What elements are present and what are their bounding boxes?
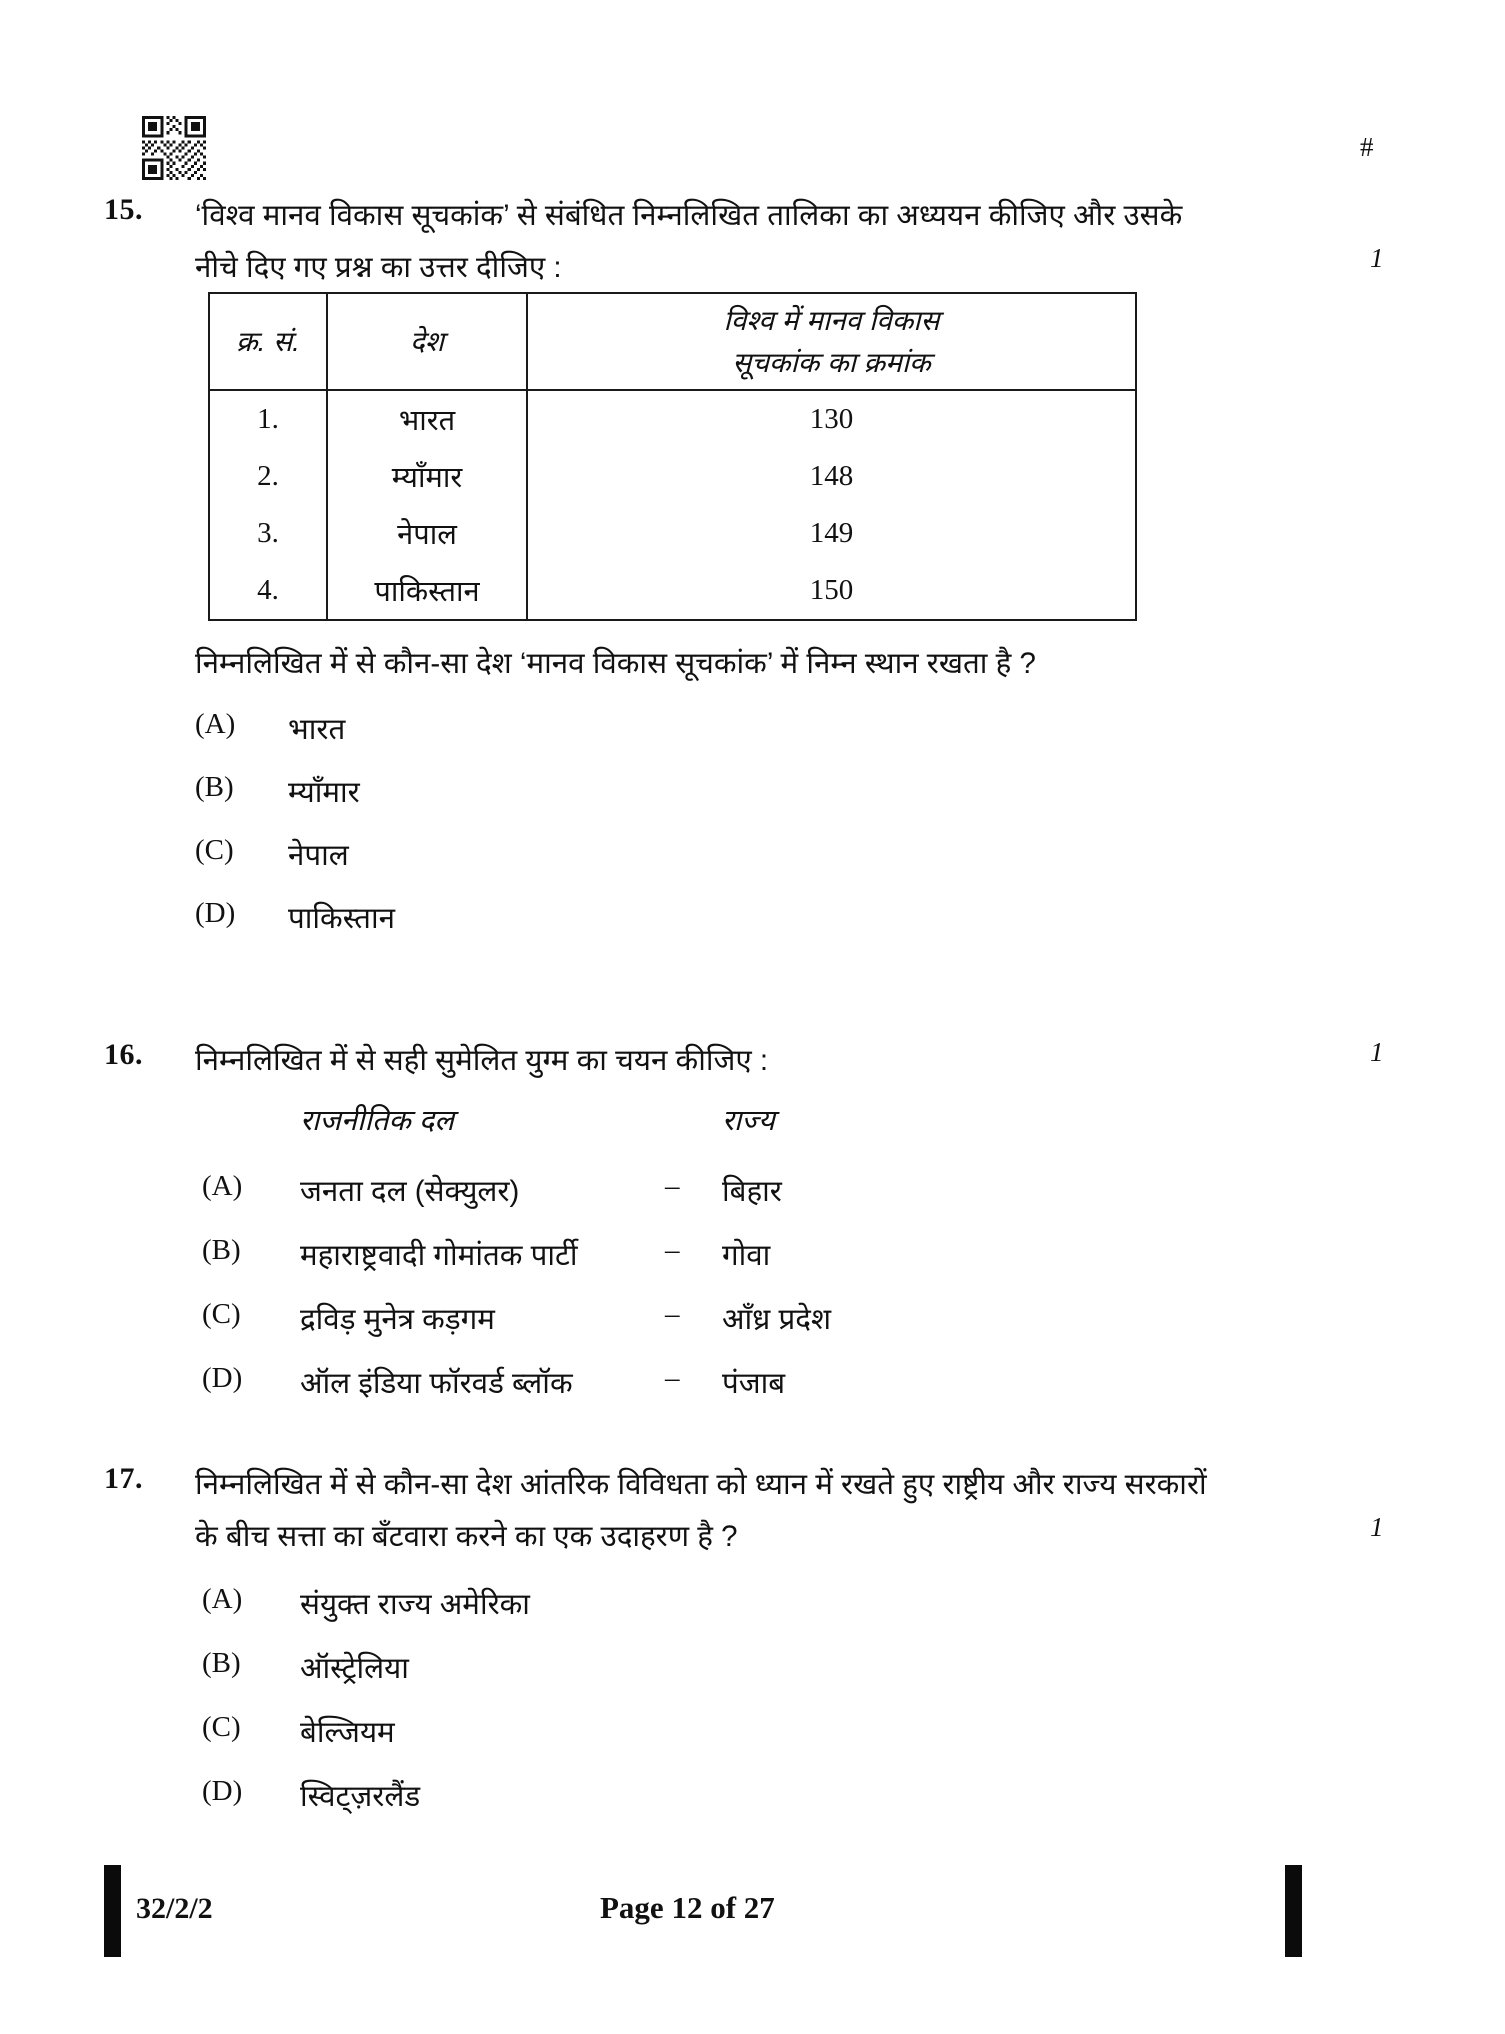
question-16-option-c-party[interactable]: द्रविड़ मुनेत्र कड़गम bbox=[300, 1303, 495, 1336]
table-cell-serial: 2. bbox=[209, 448, 327, 505]
question-16-option-a-state[interactable]: बिहार bbox=[722, 1175, 782, 1208]
table-header-rank-line2: सूचकांक का क्रमांक bbox=[732, 346, 931, 378]
question-16-column-heading-state: राज्य bbox=[722, 1105, 775, 1137]
table-header-serial: क्र. सं. bbox=[209, 293, 327, 390]
question-17-option-a-text[interactable]: संयुक्त राज्य अमेरिका bbox=[300, 1588, 530, 1621]
table-row bbox=[209, 390, 1136, 448]
table-header-country: देश bbox=[327, 293, 527, 390]
qr-code-icon bbox=[142, 116, 206, 180]
table-cell-rank: 150 bbox=[527, 562, 1136, 620]
table-cell-rank: 130 bbox=[527, 390, 1136, 448]
question-16-option-b-label[interactable]: (B) bbox=[202, 1234, 241, 1266]
question-15-sub-question: निम्नलिखित में से कौन-सा देश ‘मानव विकास सूचकांक’ में निम्न स्थान रखता है ? bbox=[195, 647, 1036, 680]
question-15-option-d-label[interactable]: (D) bbox=[195, 897, 236, 929]
question-15-option-b-label[interactable]: (B) bbox=[195, 771, 234, 803]
table-cell-rank: 148 bbox=[527, 448, 1136, 505]
question-16-option-d-party[interactable]: ऑल इंडिया फॉरवर्ड ब्लॉक bbox=[300, 1367, 573, 1400]
question-15-option-a-text[interactable]: भारत bbox=[288, 713, 346, 746]
table-cell-rank: 149 bbox=[527, 505, 1136, 562]
question-16-option-b-state[interactable]: गोवा bbox=[722, 1239, 771, 1272]
question-17-option-b-label[interactable]: (B) bbox=[202, 1647, 241, 1679]
question-16-column-heading-party: राजनीतिक दल bbox=[300, 1105, 454, 1137]
table-cell-country: नेपाल bbox=[327, 505, 527, 562]
question-16-option-d-label[interactable]: (D) bbox=[202, 1362, 243, 1394]
question-15-option-d-text[interactable]: पाकिस्तान bbox=[288, 902, 395, 935]
question-16-option-a-party[interactable]: जनता दल (सेक्युलर) bbox=[300, 1175, 520, 1208]
question-16-option-c-label[interactable]: (C) bbox=[202, 1298, 241, 1330]
table-header-rank bbox=[527, 293, 1136, 390]
question-15-option-c-text[interactable]: नेपाल bbox=[288, 839, 349, 872]
question-15-option-b-text[interactable]: म्याँमार bbox=[288, 776, 360, 809]
question-15-stem-line1: ‘विश्व मानव विकास सूचकांक’ से संबंधित निम्नलिखित तालिका का अध्ययन कीजिए और उसके bbox=[195, 199, 1183, 232]
question-17-stem-line1: निम्नलिखित में से कौन-सा देश आंतरिक विविधता को ध्यान में रखते हुए राष्ट्रीय और राज्य सरकारों bbox=[195, 1468, 1207, 1501]
table-header-row bbox=[209, 293, 1136, 390]
hdi-rank-table bbox=[208, 292, 1137, 621]
table-row bbox=[209, 505, 1136, 562]
question-15-number: 15. bbox=[104, 193, 143, 226]
question-15-option-a-label[interactable]: (A) bbox=[195, 708, 236, 740]
table-cell-country: पाकिस्तान bbox=[327, 562, 527, 620]
footer-bar-left bbox=[104, 1865, 121, 1957]
paper-code: 32/2/2 bbox=[136, 1892, 213, 1925]
table-row bbox=[209, 448, 1136, 505]
table-cell-serial: 1. bbox=[209, 390, 327, 448]
question-16-option-b-dash: – bbox=[665, 1234, 680, 1266]
table-header-rank-line1: विश्व में मानव विकास bbox=[723, 304, 940, 336]
question-17-stem-line2: के बीच सत्ता का बँटवारा करने का एक उदाहरण है ? bbox=[195, 1520, 738, 1553]
question-17-option-d-label[interactable]: (D) bbox=[202, 1775, 243, 1807]
question-17-marks: 1 bbox=[1370, 1512, 1384, 1542]
table-row bbox=[209, 562, 1136, 620]
question-16-option-a-dash: – bbox=[665, 1170, 680, 1202]
hash-marker: # bbox=[1360, 132, 1374, 162]
table-cell-serial: 4. bbox=[209, 562, 327, 620]
question-16-option-d-state[interactable]: पंजाब bbox=[722, 1367, 786, 1400]
page-number: Page 12 of 27 bbox=[600, 1890, 775, 1925]
question-15-option-c-label[interactable]: (C) bbox=[195, 834, 234, 866]
question-17-option-c-label[interactable]: (C) bbox=[202, 1711, 241, 1743]
table-cell-serial: 3. bbox=[209, 505, 327, 562]
question-17-option-d-text[interactable]: स्विट्ज़रलैंड bbox=[300, 1780, 421, 1813]
question-16-option-b-party[interactable]: महाराष्ट्रवादी गोमांतक पार्टी bbox=[300, 1239, 578, 1272]
footer-bar-right bbox=[1285, 1865, 1302, 1957]
question-16-marks: 1 bbox=[1370, 1037, 1384, 1067]
question-15-stem-line2: नीचे दिए गए प्रश्न का उत्तर दीजिए : bbox=[195, 251, 562, 284]
question-16-option-a-label[interactable]: (A) bbox=[202, 1170, 243, 1202]
table-cell-country: भारत bbox=[327, 390, 527, 448]
question-17-option-a-label[interactable]: (A) bbox=[202, 1583, 243, 1615]
question-15-marks: 1 bbox=[1370, 243, 1384, 273]
question-17-number: 17. bbox=[104, 1462, 143, 1495]
question-16-option-d-dash: – bbox=[665, 1362, 680, 1394]
question-16-stem: निम्नलिखित में से सही सुमेलित युग्म का चयन कीजिए : bbox=[195, 1044, 769, 1077]
question-17-option-c-text[interactable]: बेल्जियम bbox=[300, 1716, 395, 1749]
question-16-option-c-dash: – bbox=[665, 1298, 680, 1330]
question-17-option-b-text[interactable]: ऑस्ट्रेलिया bbox=[300, 1652, 409, 1685]
question-16-option-c-state[interactable]: आँध्र प्रदेश bbox=[722, 1303, 831, 1336]
question-16-number: 16. bbox=[104, 1038, 143, 1071]
table-cell-country: म्याँमार bbox=[327, 448, 527, 505]
